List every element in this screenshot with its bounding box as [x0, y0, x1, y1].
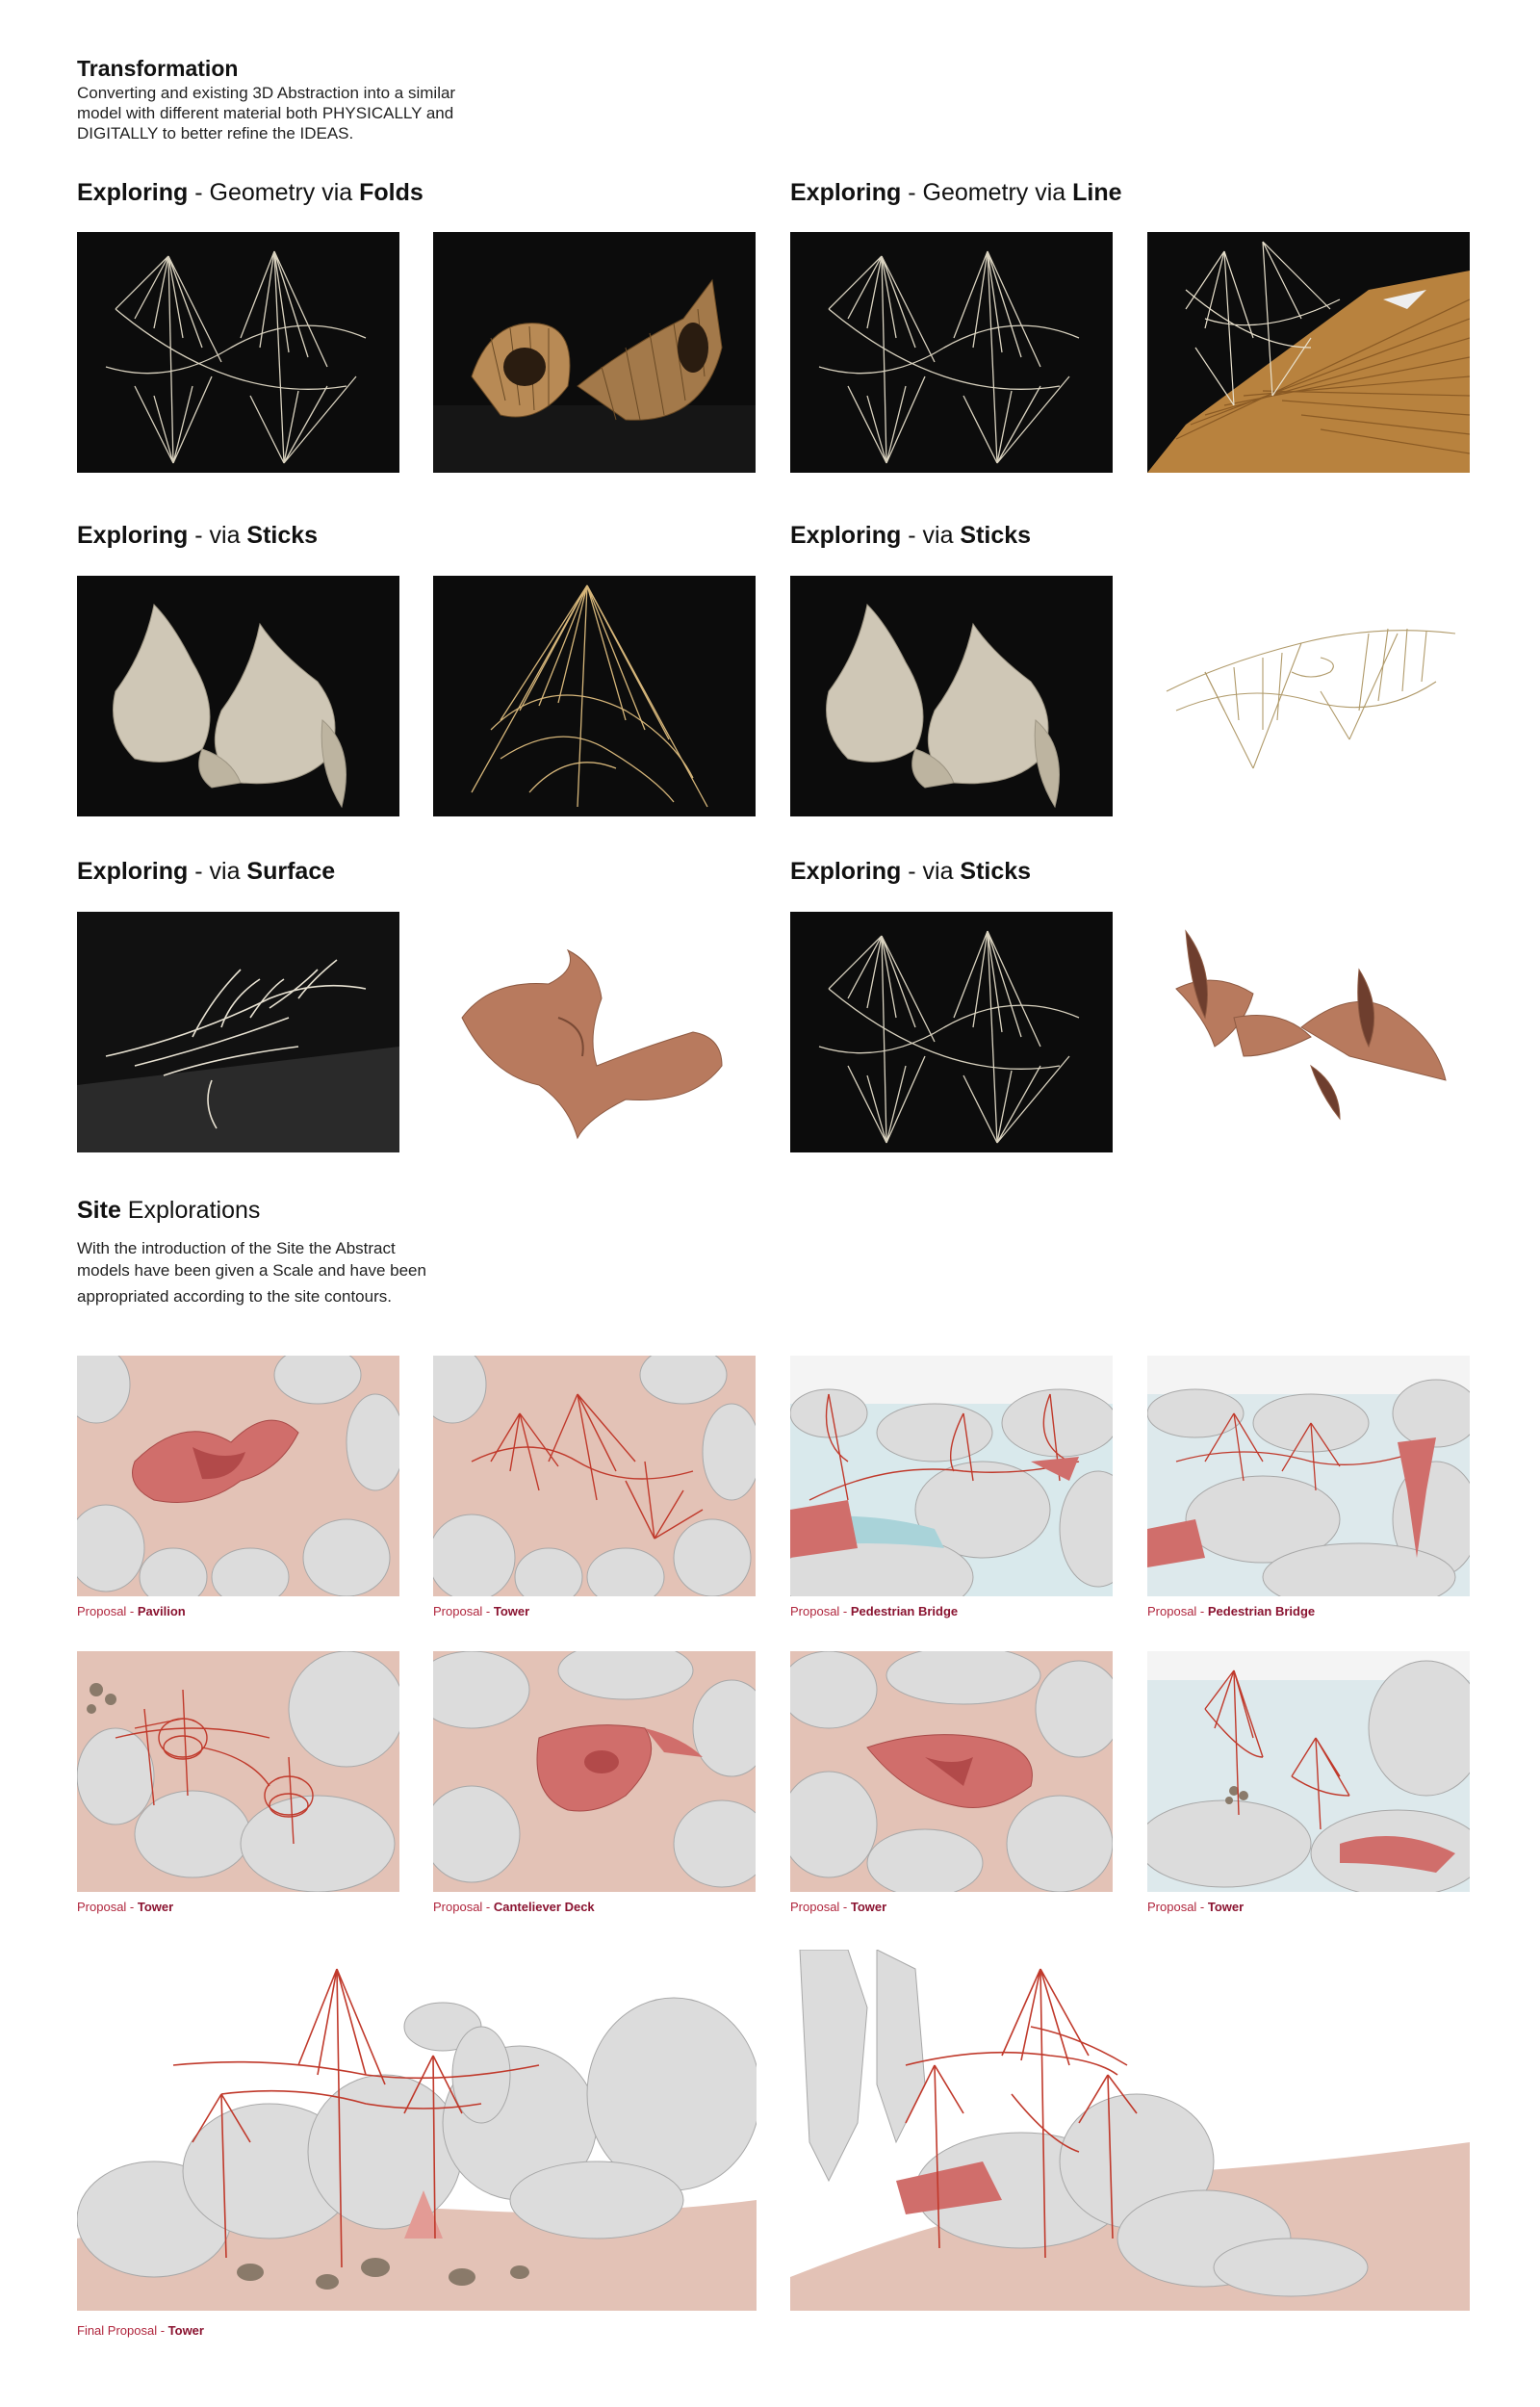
folded-model-drawing: [433, 232, 756, 473]
curve-sticks-model-drawing: [77, 912, 399, 1152]
site-render-tower-d: [1147, 1651, 1470, 1892]
wire-model-image: [790, 912, 1113, 1152]
section-heading-line: Exploring - Geometry via Line: [790, 179, 1122, 206]
caption-tower: Proposal - Tower: [77, 1900, 174, 1914]
site-render-image: [77, 1651, 399, 1892]
site-line-3: appropriated according to the site contours.: [77, 1287, 392, 1306]
site-render-image: [433, 1651, 756, 1892]
site-line-2: models have been given a Scale and have been: [77, 1261, 426, 1280]
twin-surface-render-image: [1147, 912, 1470, 1152]
final-render-left: [77, 1950, 757, 2311]
section-heading-folds: Exploring - Geometry via Folds: [77, 179, 424, 206]
digital-sticks-render-drawing: [1147, 576, 1470, 816]
site-render-bridge-a: [790, 1356, 1113, 1596]
caption-canteliever-deck: Proposal - Canteliever Deck: [433, 1900, 595, 1914]
site-paragraph: [77, 1237, 520, 1307]
page-title: Transformation: [77, 56, 239, 81]
caption-pedestrian-bridge: Proposal - Pedestrian Bridge: [790, 1604, 959, 1618]
site-render-image: [433, 1356, 756, 1596]
final-render-right: [790, 1950, 1470, 2311]
site-render-tower-b: [77, 1651, 399, 1892]
wire-model-drawing: [790, 232, 1113, 473]
site-render-image: [1147, 1356, 1470, 1596]
digital-sticks-render-image: [1147, 576, 1470, 816]
caption-tower: Proposal - Tower: [433, 1604, 530, 1618]
intro-paragraph: [77, 83, 578, 143]
intro-line-1: Converting and existing 3D Abstraction into a similar: [77, 84, 456, 102]
final-render-image: [77, 1950, 757, 2311]
caption-final-proposal: Final Proposal - Tower: [77, 2323, 204, 2338]
surface-render-image: [433, 912, 756, 1152]
caption-tower: Proposal - Tower: [790, 1900, 887, 1914]
section-heading-sticks-right: Exploring - via Sticks: [790, 522, 1032, 549]
wire-model-image: [790, 232, 1113, 473]
contour-site-model-image: [1147, 232, 1470, 473]
site-render-image: [1147, 1651, 1470, 1892]
caption-pedestrian-bridge: Proposal - Pedestrian Bridge: [1147, 1604, 1316, 1618]
contour-site-model-drawing: [1147, 232, 1470, 473]
folded-model-image: [433, 232, 756, 473]
section-heading-surface: Exploring - via Surface: [77, 858, 336, 885]
fabric-model-image: [790, 576, 1113, 816]
curve-sticks-model-image: [77, 912, 399, 1152]
wire-model-drawing: [77, 232, 399, 473]
intro-line-3: DIGITALLY to better refine the IDEAS.: [77, 124, 354, 142]
fabric-model-drawing: [790, 576, 1113, 816]
site-render-image: [790, 1651, 1113, 1892]
site-render-tower-a: [433, 1356, 756, 1596]
sticks-model-image: [433, 576, 756, 816]
section-heading-sticks-left: Exploring - via Sticks: [77, 522, 319, 549]
intro-line-2: model with different material both PHYSICALLY and: [77, 104, 454, 122]
site-render-bridge-b: [1147, 1356, 1470, 1596]
caption-tower: Proposal - Tower: [1147, 1900, 1245, 1914]
wire-model-image: [77, 232, 399, 473]
final-render-image: [790, 1950, 1470, 2311]
fabric-model-image: [77, 576, 399, 816]
surface-render-drawing: [433, 912, 756, 1152]
site-render-pavilion: [77, 1356, 399, 1596]
site-render-image: [790, 1356, 1113, 1596]
site-section-title: Site Explorations: [77, 1197, 261, 1224]
site-line-1: With the introduction of the Site the Abstract: [77, 1239, 396, 1257]
site-render-image: [77, 1356, 399, 1596]
site-render-deck: [433, 1651, 756, 1892]
caption-pavilion: Proposal - Pavilion: [77, 1604, 186, 1618]
wire-model-drawing: [790, 912, 1113, 1152]
sticks-model-drawing: [433, 576, 756, 816]
fabric-model-drawing: [77, 576, 399, 816]
twin-surface-render-drawing: [1147, 912, 1470, 1152]
section-heading-sticks-lower: Exploring - via Sticks: [790, 858, 1032, 885]
site-render-tower-c: [790, 1651, 1113, 1892]
